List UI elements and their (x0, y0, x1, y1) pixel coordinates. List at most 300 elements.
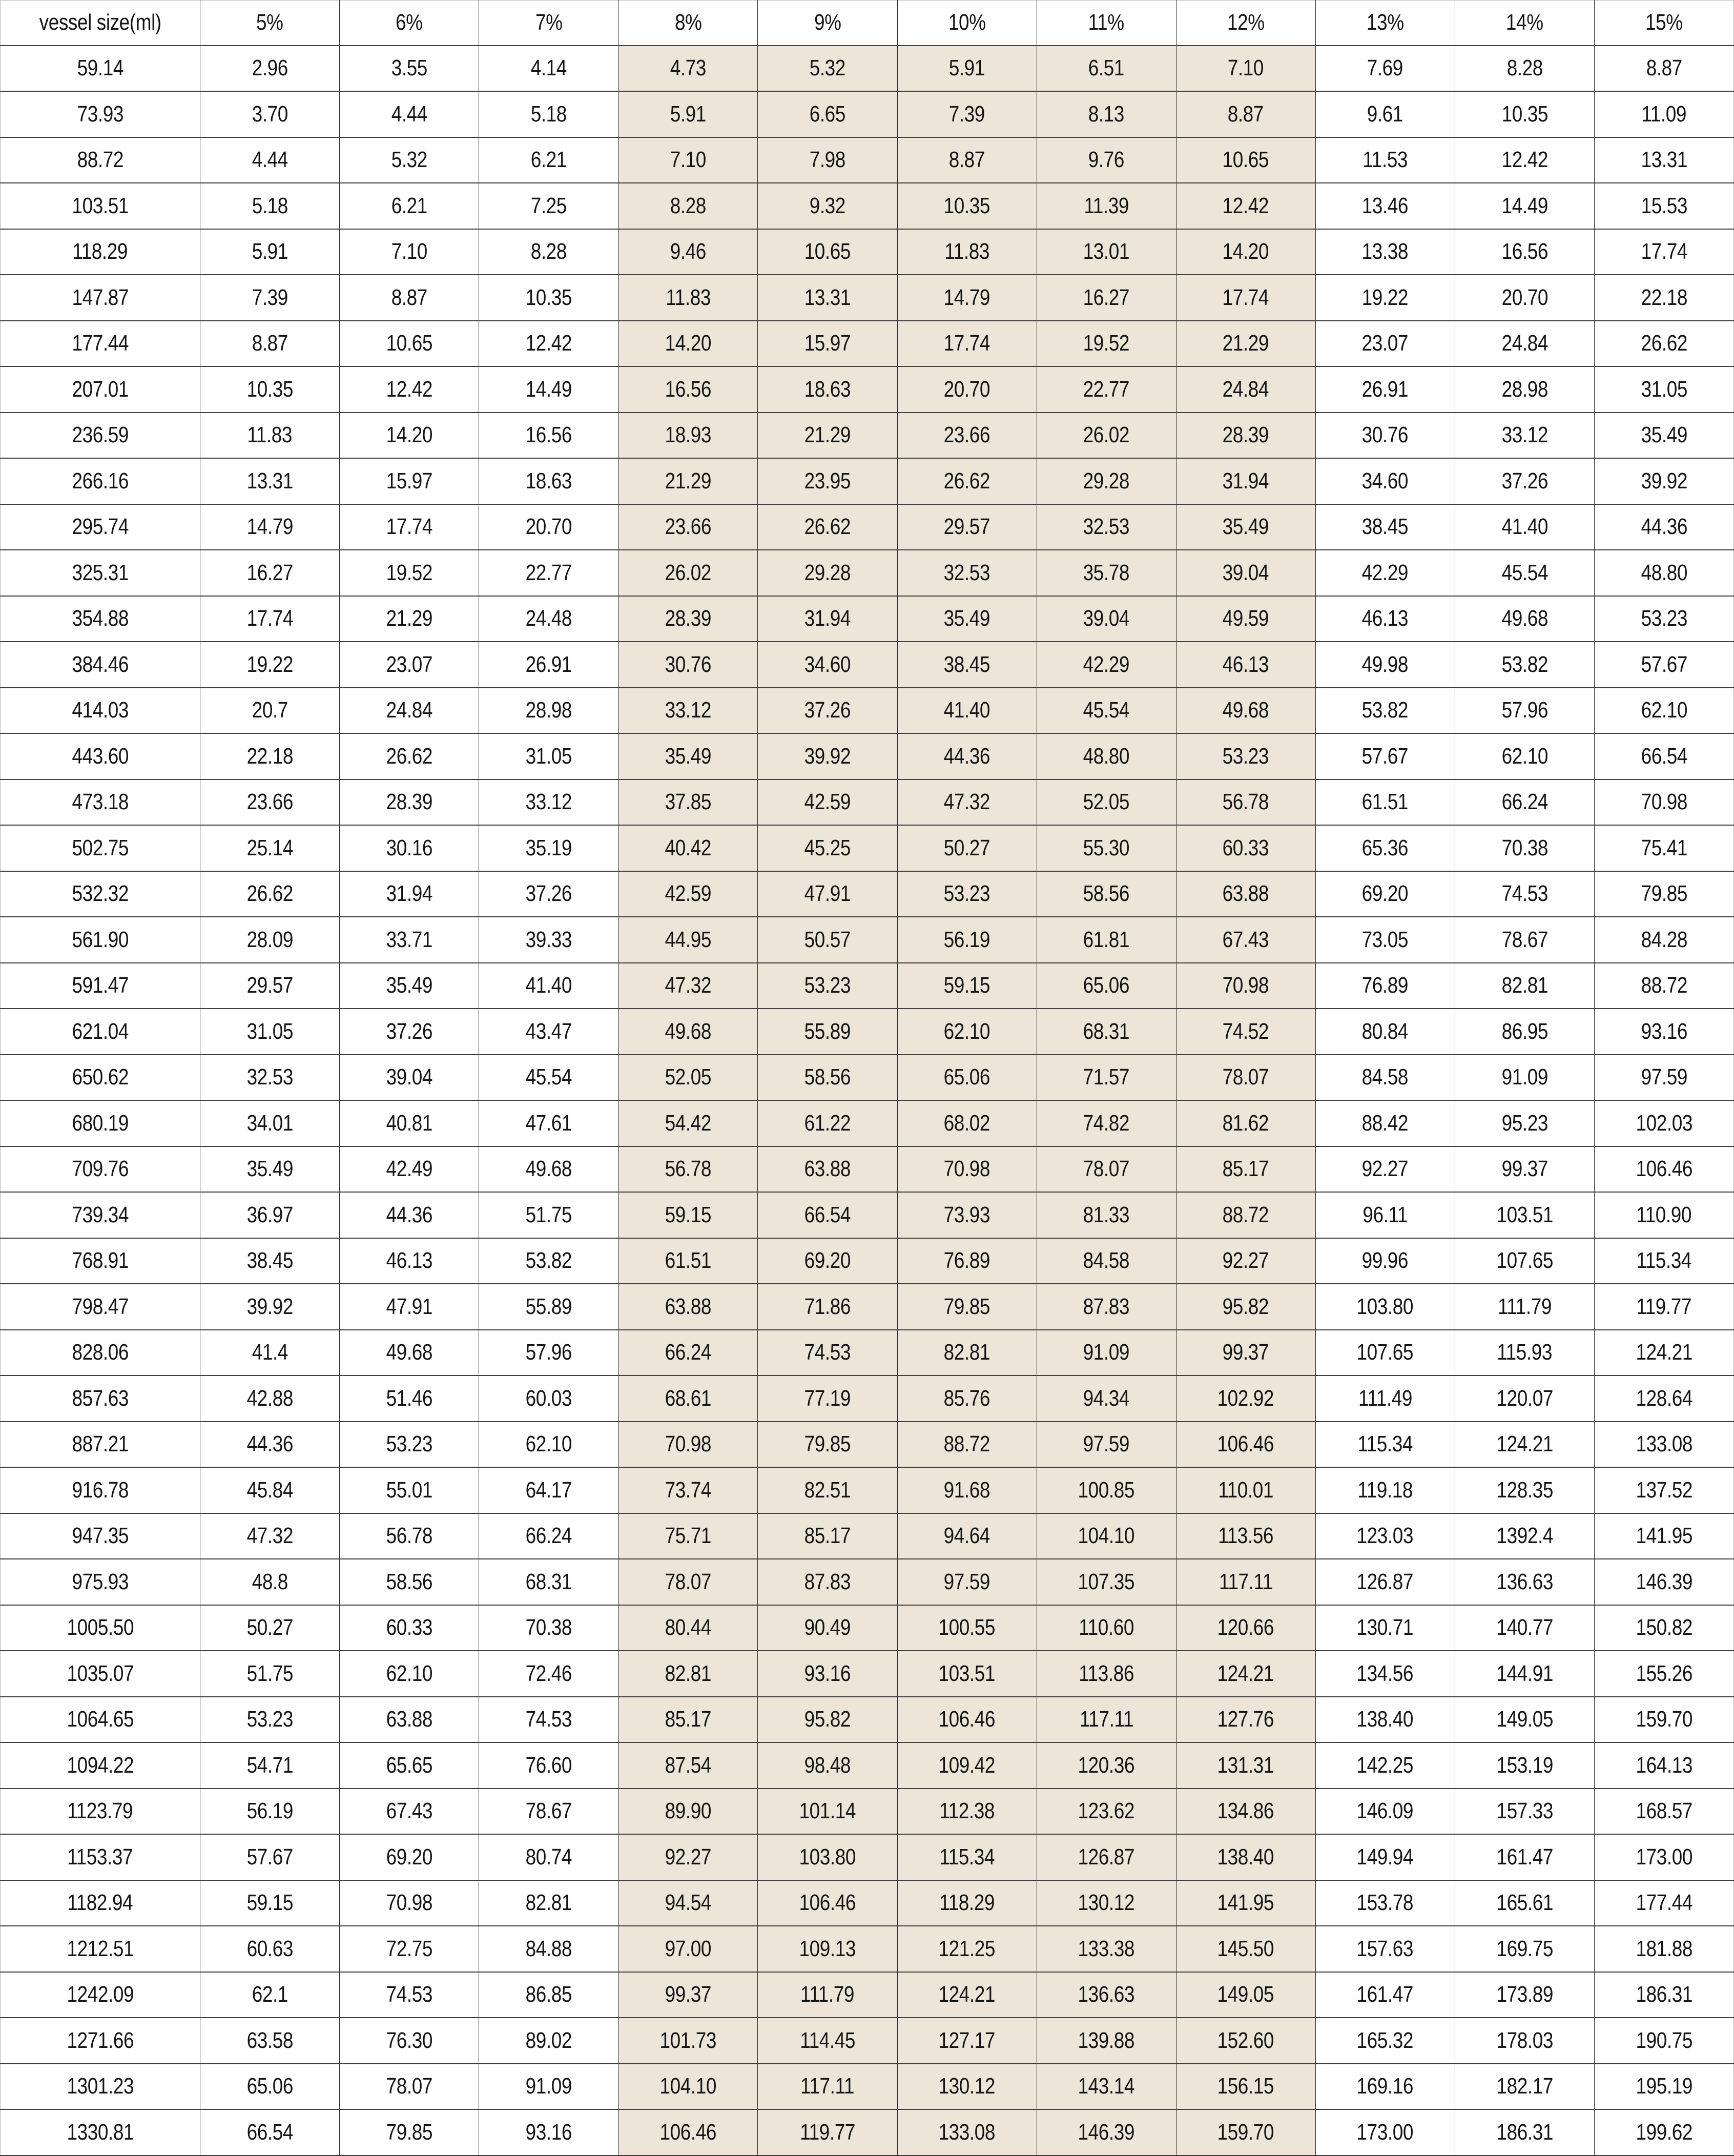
value-cell (1315, 137, 1455, 183)
cell-value: 81.33 (1083, 1202, 1130, 1227)
value-cell (1315, 504, 1455, 550)
cell-value: 26.62 (386, 743, 432, 769)
value-cell (1315, 1972, 1455, 2018)
value-cell (618, 1284, 758, 1330)
value-cell (758, 642, 897, 688)
vessel-size-cell (1, 688, 200, 734)
value-cell (1455, 1880, 1594, 1926)
value-cell (1315, 1055, 1455, 1101)
cell-value: 84.58 (1362, 1064, 1409, 1090)
value-cell (479, 1146, 618, 1193)
value-cell (1037, 963, 1176, 1009)
vessel-size-cell (1, 183, 200, 229)
cell-value: 57.96 (1501, 697, 1548, 723)
cell-value: 45.54 (1501, 560, 1548, 585)
value-cell (758, 550, 897, 596)
value-cell (1594, 2109, 1733, 2155)
value-cell (618, 1880, 758, 1926)
value-cell (1315, 46, 1455, 92)
cell-value: 53.23 (943, 881, 990, 907)
cell-value: 88.72 (1222, 1202, 1269, 1227)
value-cell (1315, 1651, 1455, 1697)
value-cell (1455, 183, 1594, 229)
cell-value: 177.44 (1636, 1890, 1692, 1916)
cell-value: 136.63 (1496, 1569, 1553, 1594)
cell-value: 109.13 (799, 1936, 856, 1961)
value-cell (479, 1009, 618, 1055)
cell-value: 92.27 (1222, 1248, 1269, 1274)
cell-value: 55.01 (386, 1477, 432, 1503)
cell-value: 66.54 (804, 1202, 851, 1227)
cell-value: 28.98 (525, 697, 572, 723)
cell-value: 92.27 (1362, 1156, 1409, 1182)
cell-value: 28.39 (1222, 422, 1269, 448)
cell-value: 99.37 (1501, 1156, 1548, 1182)
cell-value: 916.78 (72, 1477, 129, 1503)
cell-value: 46.13 (1362, 606, 1409, 631)
value-cell (479, 733, 618, 779)
cell-value: 74.53 (386, 1982, 432, 2007)
header-row (1, 1, 1734, 46)
vessel-size-cell (1, 1880, 200, 1926)
table-row (1, 1146, 1734, 1193)
value-cell (1315, 366, 1455, 413)
table-row (1, 46, 1734, 92)
value-cell (479, 963, 618, 1009)
vessel-size-cell (1, 917, 200, 963)
value-cell (1455, 642, 1594, 688)
value-cell (1037, 2018, 1176, 2064)
cell-value: 115.34 (1357, 1431, 1413, 1457)
cell-value: 47.32 (943, 789, 990, 815)
cell-value: 28.39 (386, 789, 432, 815)
value-cell (479, 1880, 618, 1926)
cell-value: 21.29 (1222, 331, 1269, 356)
cell-value: 12.42 (1222, 193, 1269, 218)
cell-value: 502.75 (72, 835, 129, 860)
cell-value: 157.33 (1496, 1798, 1553, 1824)
cell-value: 178.03 (1496, 2027, 1553, 2053)
cell-value: 414.03 (72, 697, 129, 723)
cell-value: 51.75 (525, 1202, 572, 1227)
value-cell (1037, 917, 1176, 963)
cell-value: 134.86 (1217, 1798, 1274, 1824)
value-cell (618, 1742, 758, 1789)
value-cell (1315, 825, 1455, 871)
cell-value: 13.46 (1362, 193, 1409, 218)
cell-value: 44.36 (1641, 514, 1687, 540)
cell-value: 35.78 (1083, 560, 1130, 585)
cell-value: 21.29 (386, 606, 432, 631)
cell-value: 80.44 (665, 1615, 712, 1640)
cell-value: 78.07 (1083, 1156, 1130, 1182)
value-cell (200, 871, 340, 917)
value-cell (1037, 91, 1176, 137)
vessel-size-cell (1, 1238, 200, 1284)
value-cell (479, 1100, 618, 1146)
value-cell (1594, 2018, 1733, 2064)
header-label: 15% (1645, 10, 1683, 35)
value-cell (1037, 1834, 1176, 1880)
cell-value: 63.88 (665, 1293, 712, 1319)
value-cell (200, 1330, 340, 1376)
cell-value: 71.57 (1083, 1064, 1130, 1090)
value-cell (1037, 504, 1176, 550)
vessel-size-cell (1, 1926, 200, 1972)
value-cell (340, 1513, 479, 1559)
value-cell (1455, 1789, 1594, 1835)
value-cell (1455, 1834, 1594, 1880)
cell-value: 78.67 (525, 1798, 572, 1824)
cell-value: 61.22 (804, 1110, 851, 1136)
cell-value: 68.61 (665, 1385, 712, 1411)
cell-value: 26.91 (525, 651, 572, 677)
cell-value: 11.83 (666, 284, 711, 310)
vessel-size-cell (1, 458, 200, 504)
cell-value: 106.46 (659, 2119, 717, 2145)
cell-value: 99.37 (1222, 1340, 1269, 1365)
cell-value: 37.26 (804, 697, 851, 723)
value-cell (897, 825, 1037, 871)
cell-value: 29.28 (1083, 468, 1130, 494)
cell-value: 1212.51 (67, 1936, 134, 1961)
value-cell (1455, 1742, 1594, 1789)
value-cell (1176, 137, 1315, 183)
value-cell (618, 963, 758, 1009)
header-label: 12% (1227, 10, 1265, 35)
value-cell (758, 1100, 897, 1146)
cell-value: 7.39 (252, 284, 288, 310)
cell-value: 16.56 (1501, 239, 1548, 264)
cell-value: 53.23 (1222, 743, 1269, 769)
vessel-size-cell (1, 1422, 200, 1468)
table-row (1, 1375, 1734, 1422)
table-row (1, 1559, 1734, 1605)
cell-value: 77.19 (804, 1385, 851, 1411)
value-cell (1037, 2109, 1176, 2155)
value-cell (200, 137, 340, 183)
value-cell (758, 871, 897, 917)
value-cell (1176, 1880, 1315, 1926)
cell-value: 49.59 (1222, 606, 1269, 631)
value-cell (758, 1880, 897, 1926)
cell-value: 82.51 (804, 1477, 851, 1503)
cell-value: 70.98 (1222, 973, 1269, 998)
value-cell (1176, 1009, 1315, 1055)
value-cell (479, 1330, 618, 1376)
cell-value: 164.13 (1636, 1752, 1692, 1778)
value-cell (618, 137, 758, 183)
value-cell (1594, 413, 1733, 459)
table-row (1, 550, 1734, 596)
value-cell (1455, 917, 1594, 963)
table-row (1, 275, 1734, 321)
value-cell (1315, 596, 1455, 642)
value-cell (1037, 1375, 1176, 1422)
value-cell (200, 779, 340, 826)
value-cell (200, 2018, 340, 2064)
value-cell (340, 1330, 479, 1376)
cell-value: 33.71 (386, 927, 432, 952)
cell-value: 26.62 (246, 881, 293, 907)
table-row (1, 825, 1734, 871)
value-cell (897, 1192, 1037, 1238)
table-row (1, 1880, 1734, 1926)
cell-value: 14.20 (386, 422, 432, 448)
cell-value: 8.28 (1506, 55, 1543, 81)
cell-value: 53.82 (1501, 651, 1548, 677)
table-row (1, 1238, 1734, 1284)
vessel-size-cell (1, 1009, 200, 1055)
value-cell (618, 1834, 758, 1880)
cell-value: 92.27 (665, 1844, 712, 1870)
value-cell (1176, 550, 1315, 596)
value-cell (1037, 1513, 1176, 1559)
cell-value: 62.10 (386, 1660, 432, 1686)
cell-value: 144.91 (1496, 1660, 1553, 1686)
value-cell (1455, 504, 1594, 550)
cell-value: 6.51 (1088, 55, 1125, 81)
cell-value: 55.30 (1083, 835, 1130, 860)
cell-value: 7.98 (809, 147, 846, 173)
cell-value: 85.76 (943, 1385, 990, 1411)
value-cell (1455, 1330, 1594, 1376)
cell-value: 78.67 (1501, 927, 1548, 952)
value-cell (340, 183, 479, 229)
value-cell (758, 1513, 897, 1559)
cell-value: 60.33 (386, 1615, 432, 1640)
vessel-size-cell (1, 825, 200, 871)
cell-value: 130.12 (1078, 1890, 1135, 1916)
cell-value: 56.78 (665, 1156, 712, 1182)
value-cell (897, 2018, 1037, 2064)
table-row (1, 91, 1734, 137)
cell-value: 621.04 (72, 1018, 129, 1044)
value-cell (618, 1375, 758, 1422)
cell-value: 97.59 (943, 1569, 990, 1594)
value-cell (1176, 1055, 1315, 1101)
value-cell (758, 1559, 897, 1605)
value-cell (1594, 1238, 1733, 1284)
cell-value: 55.89 (804, 1018, 851, 1044)
vessel-size-cell (1, 1055, 200, 1101)
value-cell (1176, 1789, 1315, 1835)
value-cell (340, 137, 479, 183)
value-cell (200, 366, 340, 413)
cell-value: 10.35 (525, 284, 572, 310)
cell-value: 165.61 (1496, 1890, 1553, 1916)
percentage-column-header (1037, 1, 1176, 46)
cell-value: 20.70 (943, 376, 990, 402)
value-cell (200, 1834, 340, 1880)
cell-value: 7.10 (670, 147, 707, 173)
value-cell (618, 1100, 758, 1146)
value-cell (758, 413, 897, 459)
cell-value: 73.05 (1362, 927, 1409, 952)
cell-value: 107.35 (1078, 1569, 1135, 1594)
value-cell (1315, 1192, 1455, 1238)
cell-value: 51.75 (246, 1660, 293, 1686)
cell-value: 137.52 (1636, 1477, 1692, 1503)
table-row (1, 1972, 1734, 2018)
table-row (1, 1651, 1734, 1697)
value-cell (1455, 779, 1594, 826)
cell-value: 85.17 (1222, 1156, 1269, 1182)
value-cell (897, 229, 1037, 275)
cell-value: 13.38 (1362, 239, 1409, 264)
value-cell (200, 458, 340, 504)
cell-value: 182.17 (1496, 2073, 1553, 2099)
value-cell (200, 1513, 340, 1559)
header-label: 14% (1505, 10, 1543, 35)
cell-value: 84.58 (1083, 1248, 1130, 1274)
value-cell (340, 550, 479, 596)
cell-value: 24.84 (1501, 331, 1548, 356)
cell-value: 23.07 (386, 651, 432, 677)
cell-value: 87.83 (1083, 1293, 1130, 1319)
value-cell (758, 2064, 897, 2110)
cell-value: 190.75 (1636, 2027, 1692, 2053)
cell-value: 70.38 (525, 1615, 572, 1640)
value-cell (618, 779, 758, 826)
cell-value: 79.85 (943, 1293, 990, 1319)
value-cell (200, 504, 340, 550)
value-cell (200, 1926, 340, 1972)
cell-value: 75.41 (1641, 835, 1687, 860)
cell-value: 37.26 (386, 1018, 432, 1044)
value-cell (200, 1375, 340, 1422)
cell-value: 39.04 (1222, 560, 1269, 585)
value-cell (1594, 1284, 1733, 1330)
cell-value: 72.75 (386, 1936, 432, 1961)
value-cell (479, 1834, 618, 1880)
cell-value: 22.77 (525, 560, 572, 585)
value-cell (479, 321, 618, 367)
value-cell (1176, 733, 1315, 779)
cell-value: 36.97 (246, 1202, 293, 1227)
value-cell (897, 1100, 1037, 1146)
value-cell (1037, 642, 1176, 688)
cell-value: 33.12 (665, 697, 712, 723)
cell-value: 53.82 (1362, 697, 1409, 723)
value-cell (897, 1742, 1037, 1789)
cell-value: 25.14 (246, 835, 293, 860)
value-cell (758, 1742, 897, 1789)
cell-value: 54.71 (246, 1752, 293, 1778)
value-cell (340, 1605, 479, 1651)
cell-value: 11.39 (1084, 193, 1129, 218)
value-cell (758, 275, 897, 321)
vessel-size-cell (1, 1330, 200, 1376)
value-cell (618, 825, 758, 871)
value-cell (1455, 2064, 1594, 2110)
cell-value: 236.59 (72, 422, 129, 448)
value-cell (1455, 1055, 1594, 1101)
value-cell (897, 321, 1037, 367)
cell-value: 1242.09 (67, 1982, 134, 2007)
cell-value: 16.56 (525, 422, 572, 448)
value-cell (897, 1651, 1037, 1697)
cell-value: 109.42 (938, 1752, 996, 1778)
value-cell (1315, 1559, 1455, 1605)
table-row (1, 321, 1734, 367)
value-cell (479, 1467, 618, 1513)
vessel-size-cell (1, 504, 200, 550)
value-cell (1176, 2109, 1315, 2155)
cell-value: 8.87 (1228, 101, 1264, 127)
cell-value: 149.05 (1496, 1707, 1553, 1732)
percentage-column-header (200, 1, 340, 46)
cell-value: 76.89 (943, 1248, 990, 1274)
cell-value: 71.86 (804, 1293, 851, 1319)
value-cell (1594, 917, 1733, 963)
value-cell (1315, 413, 1455, 459)
cell-value: 35.49 (386, 973, 432, 998)
cell-value: 57.67 (246, 1844, 293, 1870)
value-cell (758, 733, 897, 779)
cell-value: 145.50 (1217, 1936, 1274, 1961)
value-cell (200, 733, 340, 779)
table-row (1, 1697, 1734, 1743)
value-cell (1315, 321, 1455, 367)
cell-value: 153.78 (1357, 1890, 1414, 1916)
value-cell (479, 917, 618, 963)
cell-value: 828.06 (72, 1340, 129, 1365)
cell-value: 118.29 (939, 1890, 995, 1916)
value-cell (1315, 1422, 1455, 1468)
table-row (1, 2018, 1734, 2064)
value-cell (1594, 1467, 1733, 1513)
cell-value: 7.10 (391, 239, 427, 264)
cell-value: 22.77 (1083, 376, 1130, 402)
value-cell (200, 642, 340, 688)
cell-value: 4.73 (670, 55, 707, 81)
table-row (1, 963, 1734, 1009)
cell-value: 159.70 (1217, 2119, 1274, 2145)
value-cell (340, 458, 479, 504)
cell-value: 141.95 (1217, 1890, 1274, 1916)
value-cell (1037, 779, 1176, 826)
cell-value: 111.79 (1497, 1293, 1552, 1319)
value-cell (618, 275, 758, 321)
value-cell (1037, 550, 1176, 596)
percentage-column-header (897, 1, 1037, 46)
value-cell (1455, 1422, 1594, 1468)
cell-value: 857.63 (72, 1385, 129, 1411)
cell-value: 117.11 (800, 2073, 855, 2099)
cell-value: 4.44 (252, 147, 288, 173)
cell-value: 47.91 (386, 1293, 432, 1319)
vessel-size-cell (1, 1651, 200, 1697)
cell-value: 30.76 (665, 651, 712, 677)
value-cell (340, 1789, 479, 1835)
cell-value: 44.36 (246, 1431, 293, 1457)
cell-value: 1035.07 (67, 1660, 134, 1686)
value-cell (897, 1238, 1037, 1284)
vessel-size-cell (1, 413, 200, 459)
cell-value: 5.91 (252, 239, 288, 264)
vessel-size-cell (1, 550, 200, 596)
cell-value: 115.34 (1636, 1248, 1692, 1274)
value-cell (1594, 1513, 1733, 1559)
cell-value: 65.06 (1083, 973, 1130, 998)
cell-value: 20.70 (525, 514, 572, 540)
value-cell (479, 2109, 618, 2155)
cell-value: 64.17 (525, 1477, 572, 1503)
value-cell (1315, 1880, 1455, 1926)
cell-value: 168.57 (1636, 1798, 1692, 1824)
cell-value: 473.18 (72, 789, 129, 815)
